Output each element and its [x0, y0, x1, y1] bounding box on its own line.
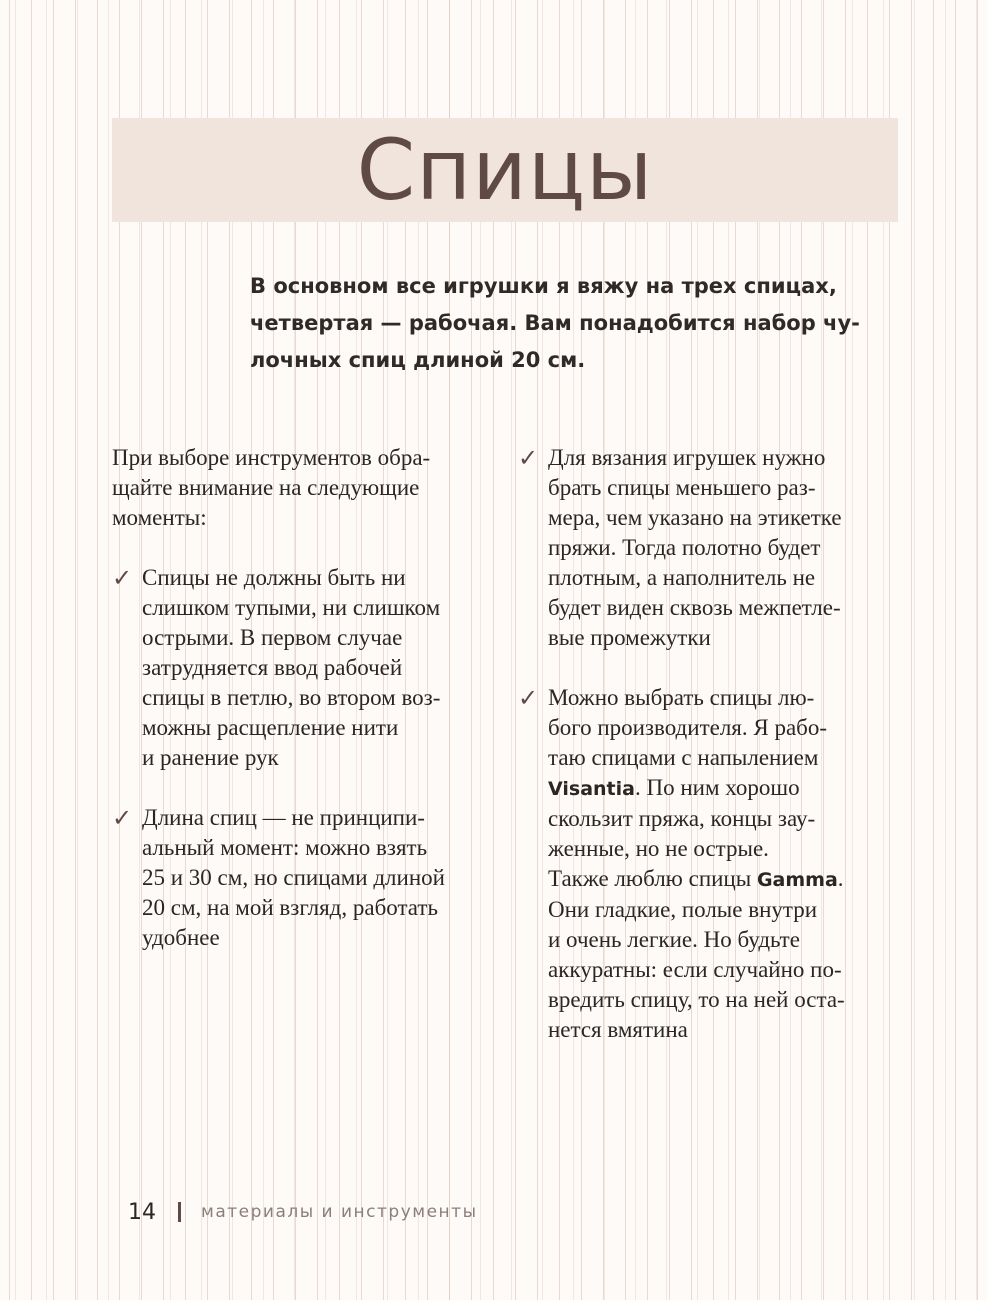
text-line: можны расщепление нити — [142, 715, 399, 740]
text-line: женные, но не острые. — [548, 836, 769, 861]
text-line: вредить спицу, то на ней оста- — [548, 987, 845, 1012]
text-line: плотным, а наполнитель не — [548, 565, 816, 590]
text-line — [548, 773, 908, 804]
right-column — [518, 443, 908, 1075]
checkmark-icon: ✓ — [112, 564, 133, 592]
page-number: 14 — [128, 1199, 156, 1225]
text-line: Можно выбрать спицы лю- — [548, 685, 815, 710]
intro-paragraph — [112, 443, 492, 533]
checkmark-icon: ✓ — [518, 684, 539, 712]
footer-divider — [178, 1202, 181, 1222]
text-line: брать спицы меньшего раз- — [548, 475, 816, 500]
bullet-item — [112, 803, 492, 953]
text-line: спицы в петлю, во втором воз- — [142, 685, 441, 710]
text-line: щайте внимание на следующие — [112, 475, 420, 500]
text-line: будет виден сквозь межпетле- — [548, 595, 841, 620]
bullet-item — [518, 683, 908, 1045]
lead-line: В основном все игрушки я вяжу на трех спицах, — [250, 274, 837, 298]
text-line: Для вязания игрушек нужно — [548, 445, 826, 470]
text-line — [548, 864, 908, 895]
checkmark-icon: ✓ — [112, 804, 133, 832]
page-title: Спицы — [356, 121, 654, 219]
bullet-item — [112, 563, 492, 773]
left-column — [112, 443, 492, 983]
text-line: таю спицами с напылением — [548, 745, 819, 770]
text-fragment: . По ним хорошо — [634, 775, 800, 800]
text-fragment: . — [837, 866, 844, 891]
text-line: аккуратны: если случайно по- — [548, 957, 842, 982]
section-name: материалы и инструменты — [201, 1202, 478, 1222]
title-band — [112, 118, 898, 222]
text-line: Они гладкие, полые внутри — [548, 897, 818, 922]
text-line: и очень легкие. Но будьте — [548, 927, 800, 952]
text-line: пряжи. Тогда полотно будет — [548, 535, 821, 560]
text-line: нется вмятина — [548, 1017, 688, 1042]
text-line: скользит пряжа, концы зау- — [548, 806, 816, 831]
text-line: моменты: — [112, 505, 207, 530]
lead-paragraph — [250, 268, 890, 379]
text-line: альный момент: можно взять — [142, 835, 428, 860]
lead-line: четвертая — рабочая. Вам понадобится набор чу- — [250, 311, 860, 335]
lead-line: лочных спиц длиной 20 см. — [250, 348, 586, 372]
bullet-item — [518, 443, 908, 653]
text-line: 20 см, на мой взгляд, работать — [142, 895, 438, 920]
text-line: удобнее — [142, 925, 220, 950]
brand-name-gamma: Gamma — [756, 869, 838, 891]
text-line: затрудняется ввод рабочей — [142, 655, 403, 680]
text-line: острыми. В первом случае — [142, 625, 403, 650]
text-line: и ранение рук — [142, 745, 279, 770]
page-footer — [128, 1196, 478, 1228]
text-line: слишком тупыми, ни слишком — [142, 595, 441, 620]
text-line: Длина спиц — не принципи- — [142, 805, 425, 830]
text-line: При выборе инструментов обра- — [112, 445, 431, 470]
brand-name-visantia: Visantia — [548, 778, 635, 800]
text-line: 25 и 30 см, но спицами длиной — [142, 865, 445, 890]
text-line: вые промежутки — [548, 625, 711, 650]
text-line: Спицы не должны быть ни — [142, 565, 406, 590]
checkmark-icon: ✓ — [518, 444, 539, 472]
text-fragment: Также люблю спицы — [548, 866, 757, 891]
text-line: бого производителя. Я рабо- — [548, 715, 828, 740]
text-line: мера, чем указано на этикетке — [548, 505, 842, 530]
